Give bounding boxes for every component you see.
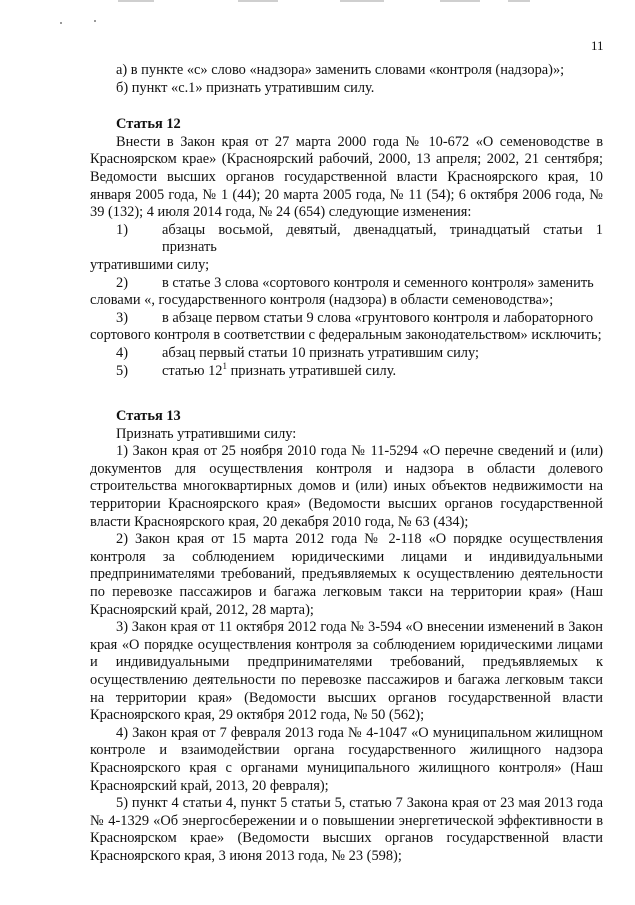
scan-artifact [94, 20, 96, 22]
intro-line-a: а) в пункте «с» слово «надзора» заменить словами «контроля (надзора)»; [116, 62, 565, 78]
item-number: 4) [116, 344, 128, 361]
item-number: 1) [116, 221, 128, 238]
item-text [162, 360, 603, 381]
scan-artifact [340, 0, 384, 2]
article-12-item [90, 310, 603, 345]
article-12-heading: Статья 12 [116, 116, 181, 133]
article-12-item [90, 222, 603, 275]
superscript: 1 [222, 360, 227, 371]
item-text: в абзаце первом статьи 9 слова «грунтового контроля и лабораторного [162, 309, 594, 326]
document-body [90, 62, 603, 866]
article-13-heading: Статья 13 [116, 408, 181, 425]
page-number: 11 [591, 38, 604, 53]
article-12-item [90, 345, 603, 363]
intro-line-b: б) пункт «с.1» признать утратившим силу. [116, 79, 375, 96]
item-continuation: утратившими силу; [90, 256, 210, 273]
scan-artifact [440, 0, 480, 2]
article-13-item: 4) Закон края от 7 февраля 2013 года № 4-1047 «О муниципальном жилищном контроле и взаимодействии органа государственного жилищного надзора Красноярского края с органами муниципального жилищного контроля» (Наш Красноярский край, 2013, 20 февраля); [90, 724, 603, 794]
scan-artifact [60, 22, 62, 24]
item-text-before: статью 12 [162, 362, 223, 379]
item-continuation: сортового контроля в соответствии с федеральным законодательством» исключить; [90, 327, 602, 344]
article-13-item: 2) Закон края от 15 марта 2012 года № 2-118 «О порядке осуществления контроля за соблюдением юридическими лицами и индивидуальными предпринимателями требований, предъявляемых к осуществлению деятельности по перевозке пассажиров и багажа легковым такси на территории края» (Наш Красноярский край, 2012, 28 марта); [90, 531, 603, 618]
article-13-item: 1) Закон края от 25 ноября 2010 года № 11-5294 «О перечне сведений и (или) документов для осуществления контроля и надзора в области долевого строительства многоквартирных домов и (или) иных объектов недвижимости на территории Красноярского края» (Ведомости высших органов государственной власти Красноярского края, 20 декабря 2010 года, № 63 (434); [90, 443, 603, 530]
item-number: 3) [116, 309, 128, 326]
item-number: 2) [116, 274, 128, 291]
scan-artifact [118, 0, 154, 2]
article-12-item [90, 275, 603, 310]
article-13-item: 3) Закон края от 11 октября 2012 года № 3-594 «О внесении изменений в Закон края «О порядке осуществления контроля за соблюдением юридическими лицами и индивидуальными предпринимателями требований, предъявляемых к осуществлению деятельности по перевозке пассажиров и багажа легковым такси на территории края» (Ведомости высших органов государственной власти Красноярского края, 29 октября 2012 года, № 50 (562); [90, 619, 603, 724]
article-12-intro: Внести в Закон края от 27 марта 2000 года № 10-672 «О семеноводстве в Красноярском крае» (Красноярский рабочий, 2000, 13 апреля; 2002, 21 сентября; Ведомости высших органов государственной власти Красноярского края, 10 января 2005 года, № 1 (44); 20 марта 2005 года, № 11 (54); 6 октября 2006 года, № 39 (132); 4 июля 2014 года, № 24 (654) следующие изменения: [90, 133, 603, 221]
item-number: 5) [116, 362, 128, 379]
article-13-intro: Признать утратившими силу: [116, 425, 297, 442]
item-text: в статье 3 слова «сортового контроля и семенного контроля» заменить [162, 274, 594, 291]
scan-artifact [238, 0, 278, 2]
item-continuation: словами «, государственного контроля (надзора) в области семеноводства»; [90, 292, 554, 309]
item-text: абзац первый статьи 10 признать утратившим силу; [162, 344, 479, 361]
item-text: абзацы восьмой, девятый, двенадцатый, тринадцатый статьи 1 признать [162, 221, 603, 256]
article-13-item: 5) пункт 4 статьи 4, пункт 5 статьи 5, статью 7 Закона края от 23 мая 2013 года № 4-1329 «Об энергосбережении и о повышении энергетической эффективности в Красноярском крае» (Ведомости высших органов государственной власти Красноярского края, 3 июня 2013 года, № 23 (598); [90, 795, 603, 864]
scan-artifact [508, 0, 530, 2]
item-text-after: признать утратившей силу. [226, 362, 397, 379]
article-12-item [90, 360, 603, 381]
